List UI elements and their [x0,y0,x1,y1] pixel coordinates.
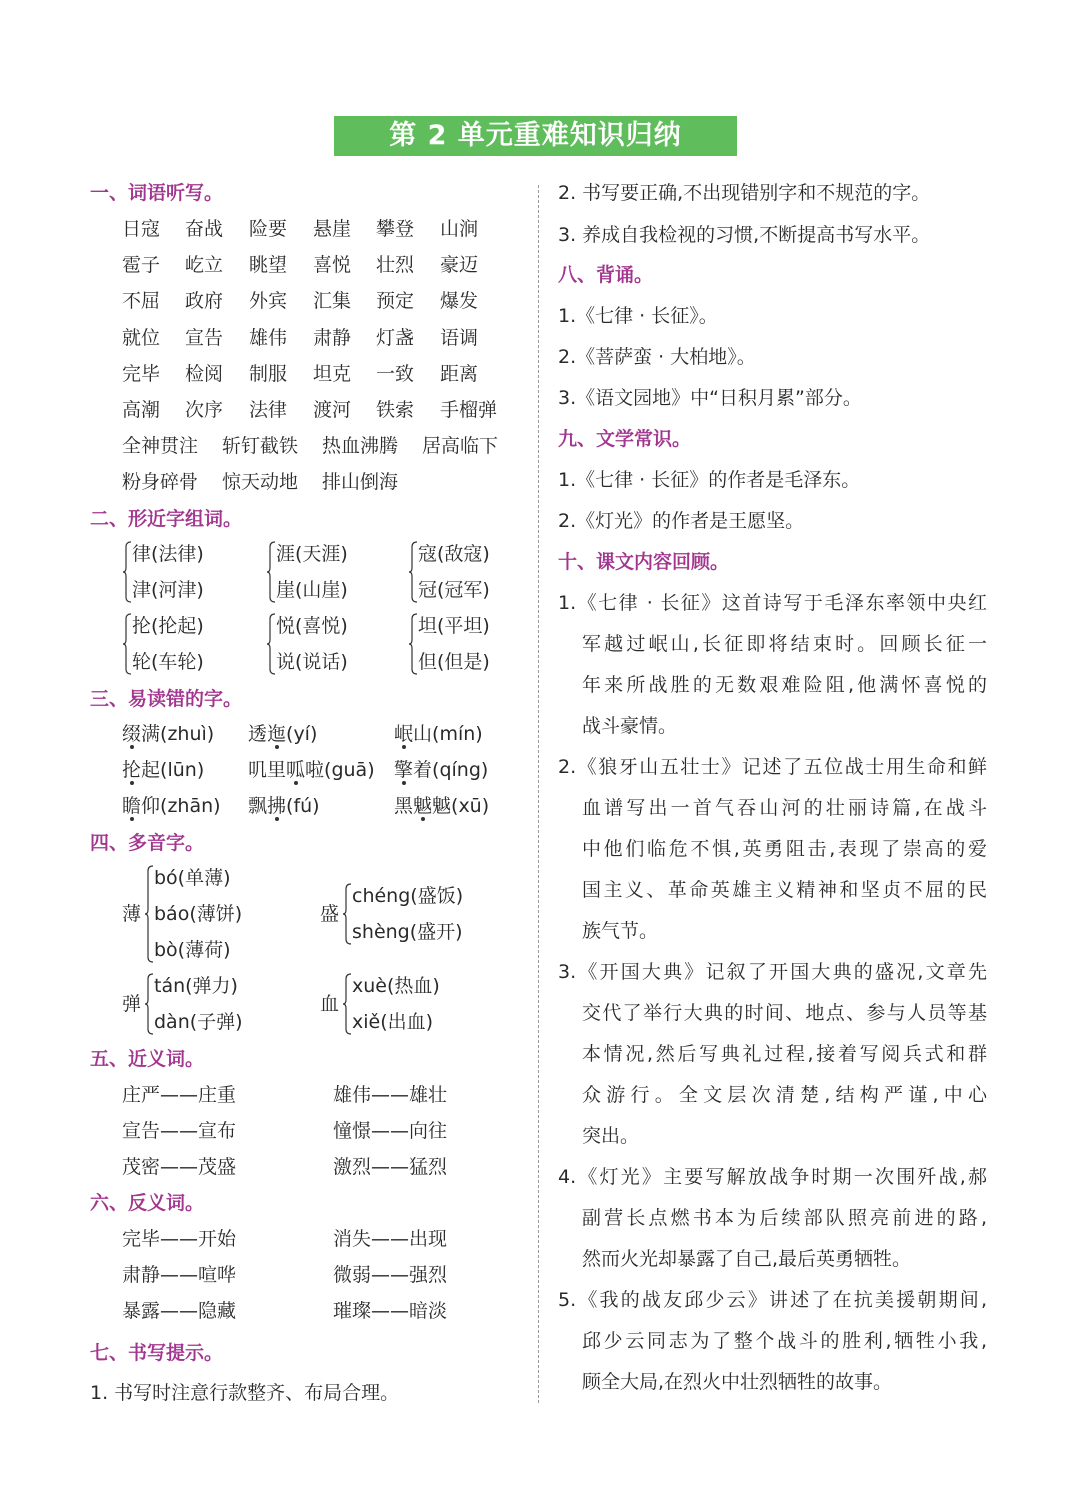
vocab-word: 攀登 [376,218,415,240]
vocab-word: 日寇 [122,218,161,240]
vocab-word: 一致 [376,363,415,385]
similar-char-word: 寇(敌寇) [418,543,490,565]
word-text: 飘拂 [248,795,287,817]
vocab-word: 手榴弹 [440,399,498,421]
vocab-word: 汇集 [313,290,352,312]
section-heading: 六、反义词。 [90,1192,205,1214]
vocab-word: 险要 [249,218,288,240]
antonym-pair: 微弱——强烈 [333,1264,448,1286]
word-text: 瞻仰 [122,795,161,817]
recitation-item: 3.《语文园地》中“日积月累”部分。 [558,387,862,409]
emphasized-word [248,757,324,783]
review-paragraph-line: 邱少云同志为了整个战斗的胜利,牺牲小我, [582,1330,987,1352]
page-title-banner: 第 2 单元重难知识归纳 [334,116,737,156]
emphasized-word [248,721,286,747]
vocab-word: 就位 [122,327,161,349]
recitation-item: 2.《菩萨蛮 · 大柏地》。 [558,346,756,368]
review-paragraph-line: 军越过岷山,长征即将结束时。回顾长征一 [582,633,987,655]
antonym-pair: 完毕——开始 [122,1228,237,1250]
section-heading: 三、易读错的字。 [90,688,243,710]
vocab-word: 灯盏 [376,327,415,349]
polyphonic-reading: chéng(盛饭) [352,885,464,907]
writing-tip: 3. 养成自我检视的习惯,不断提高书写水平。 [558,224,931,246]
brace-icon [266,613,276,675]
emphasis-dot-icon [130,781,134,785]
vocab-word: 检阅 [185,363,224,385]
antonym-pair: 璀璨——暗淡 [333,1300,448,1322]
section-heading: 二、形近字组词。 [90,508,243,530]
polyphonic-char: 血 [320,993,340,1015]
section-heading: 八、背诵。 [558,264,654,286]
polyphonic-reading: xuè(热血) [352,975,440,997]
review-paragraph-line: 众游行。全文层次清楚,结构严谨,中心 [582,1084,987,1106]
pinyin: ( xū ) [451,795,489,817]
vocab-word: 预定 [376,290,415,312]
review-paragraph-line: 血谱写出一首气吞山河的壮丽诗篇,在战斗 [582,797,987,819]
review-paragraph-line: 国主义、革命英雄主义精神和坚贞不屈的民 [582,879,987,901]
polyphonic-char: 盛 [320,903,340,925]
review-paragraph-line: 顾全大局,在烈火中壮烈牺牲的故事。 [582,1371,893,1393]
pronunciation-item [122,757,204,783]
vocab-word: 奋战 [185,218,224,240]
pinyin: ( lūn ) [160,759,204,781]
pinyin: ( fú ) [286,795,320,817]
vocab-word: 渡河 [313,399,352,421]
review-paragraph-line: 本情况,然后写典礼过程,接着写阅兵式和群 [582,1043,987,1065]
synonym-pair: 雄伟——雄壮 [333,1084,448,1106]
recitation-item: 1.《七律 · 长征》。 [558,305,718,327]
vocab-idiom: 惊天动地 [222,471,299,493]
emphasized-word [394,793,451,819]
review-paragraph-line: 1.《七律 · 长征》这首诗写于毛泽东率领中央红 [558,592,987,614]
antonym-pair: 暴露——隐藏 [122,1300,237,1322]
pronunciation-item [394,757,488,783]
vocab-idiom: 热血沸腾 [322,435,399,457]
emphasis-dot-icon [294,781,298,785]
word-text: 缀满 [122,723,161,745]
similar-char-word: 说(说话) [276,651,348,673]
pronunciation-item [394,793,489,819]
vocab-word: 豪迈 [440,254,479,276]
writing-tip: 1. 书写时注意行款整齐、布局合理。 [90,1382,400,1404]
vocab-word: 壮烈 [376,254,415,276]
vocab-word: 外宾 [249,290,288,312]
emphasized-word [394,721,432,747]
emphasized-word [394,757,432,783]
vocab-word: 法律 [249,399,288,421]
brace-icon [144,865,154,963]
vocab-word: 宣告 [185,327,224,349]
emphasized-word [122,793,160,819]
review-paragraph-line: 战斗豪情。 [582,715,678,737]
vocab-word: 山涧 [440,218,479,240]
vocab-idiom: 排山倒海 [322,471,399,493]
pronunciation-item [394,721,483,747]
pronunciation-item [122,793,221,819]
brace-icon [122,613,132,675]
antonym-pair: 肃静——喧哗 [122,1264,237,1286]
emphasis-dot-icon [402,781,406,785]
section-heading: 七、书写提示。 [90,1342,224,1364]
similar-char-word: 但(但是) [418,651,490,673]
emphasis-dot-icon [402,745,406,749]
vocab-idiom: 全神贯注 [122,435,199,457]
emphasized-word [122,721,160,747]
synonym-pair: 庄严——庄重 [122,1084,237,1106]
vocab-word: 不屈 [122,290,161,312]
polyphonic-reading: báo(薄饼) [154,903,243,925]
review-paragraph-line: 2.《狼牙山五壮士》记述了五位战士用生命和鲜 [558,756,987,778]
vocab-word: 距离 [440,363,479,385]
pinyin: ( mín ) [432,723,483,745]
vocab-word: 坦克 [313,363,352,385]
vocab-word: 肃静 [313,327,352,349]
vocab-word: 爆发 [440,290,479,312]
similar-char-word: 涯(天涯) [276,543,348,565]
vocab-idiom: 斩钉截铁 [222,435,299,457]
polyphonic-reading: tán(弹力) [154,975,238,997]
pinyin: ( zhuì ) [160,723,214,745]
review-paragraph-line: 副营长点燃书本为后续部队照亮前进的路, [582,1207,987,1229]
synonym-pair: 憧憬——向往 [333,1120,448,1142]
emphasis-dot-icon [130,745,134,749]
review-paragraph-line: 5.《我的战友邱少云》讲述了在抗美援朝期间, [558,1289,987,1311]
word-text: 擎着 [394,759,433,781]
review-paragraph-line: 3.《开国大典》记叙了开国大典的盛况,文章先 [558,961,987,983]
polyphonic-reading: bò(薄荷) [154,939,231,961]
emphasized-word [122,757,160,783]
vocab-word: 雹子 [122,254,161,276]
word-text: 黑魆魆 [394,795,452,817]
brace-icon [342,883,352,945]
vocab-word: 制服 [249,363,288,385]
section-heading: 十、课文内容回顾。 [558,551,730,573]
emphasis-dot-icon [130,817,134,821]
polyphonic-reading: dàn(子弹) [154,1011,243,1033]
similar-char-word: 津(河津) [132,579,204,601]
word-text: 岷山 [394,723,433,745]
review-paragraph-line: 然而火光却暴露了自己,最后英勇牺牲。 [582,1248,912,1270]
word-text: 抡起 [122,759,161,781]
vocab-word: 完毕 [122,363,161,385]
section-heading: 一、词语听写。 [90,182,224,204]
similar-char-word: 坦(平坦) [418,615,490,637]
synonym-pair: 宣告——宣布 [122,1120,237,1142]
pronunciation-item [122,721,214,747]
vocab-word: 高潮 [122,399,161,421]
similar-char-word: 律(法律) [132,543,204,565]
word-text: 透迤 [248,723,287,745]
vocab-word: 语调 [440,327,479,349]
brace-icon [144,973,154,1035]
review-paragraph-line: 交代了举行大典的时间、地点、参与人员等基 [582,1002,987,1024]
review-paragraph-line: 中他们临危不惧,英勇阻击,表现了崇高的爱 [582,838,987,860]
vocab-word: 铁索 [376,399,415,421]
pronunciation-item [248,721,317,747]
pinyin: ( zhān ) [160,795,221,817]
vocab-idiom: 粉身碎骨 [122,471,199,493]
section-heading: 五、近义词。 [90,1048,205,1070]
emphasis-dot-icon [421,817,425,821]
polyphonic-reading: shèng(盛开) [352,921,463,943]
vocab-word: 政府 [185,290,224,312]
column-divider [538,185,539,1403]
review-paragraph-line: 4.《灯光》主要写解放战争时期一次围歼战,郝 [558,1166,987,1188]
literature-fact: 1.《七律 · 长征》的作者是毛泽东。 [558,469,861,491]
brace-icon [122,541,132,603]
brace-icon [408,613,418,675]
polyphonic-reading: xiě(出血) [352,1011,434,1033]
polyphonic-char: 薄 [122,903,142,925]
brace-icon [266,541,276,603]
brace-icon [408,541,418,603]
similar-char-word: 崖(山崖) [276,579,348,601]
synonym-pair: 茂密——茂盛 [122,1156,237,1178]
vocab-idiom: 居高临下 [422,435,499,457]
synonym-pair: 激烈——猛烈 [333,1156,448,1178]
emphasized-word [248,793,286,819]
pinyin: ( qíng ) [432,759,488,781]
pinyin: ( guā ) [324,759,375,781]
review-paragraph-line: 族气节。 [582,920,659,942]
pinyin: ( yí ) [286,723,317,745]
vocab-word: 雄伟 [249,327,288,349]
similar-char-word: 冠(冠军) [418,579,490,601]
vocab-word: 屹立 [185,254,224,276]
similar-char-word: 轮(车轮) [132,651,204,673]
word-text: 叽里呱啦 [248,759,325,781]
vocab-word: 喜悦 [313,254,352,276]
similar-char-word: 抡(抡起) [132,615,204,637]
vocab-word: 悬崖 [313,218,352,240]
review-paragraph-line: 年来所战胜的无数艰难险阻,他满怀喜悦的 [582,674,987,696]
section-heading: 四、多音字。 [90,832,205,854]
polyphonic-reading: bó(单薄) [154,867,231,889]
vocab-word: 次序 [185,399,224,421]
emphasis-dot-icon [275,745,279,749]
similar-char-word: 悦(喜悦) [276,615,348,637]
polyphonic-char: 弹 [122,993,142,1015]
section-heading: 九、文学常识。 [558,428,692,450]
brace-icon [342,973,352,1035]
vocab-word: 眺望 [249,254,288,276]
pronunciation-item [248,793,320,819]
pronunciation-item [248,757,375,783]
writing-tip: 2. 书写要正确,不出现错别字和不规范的字。 [558,182,931,204]
emphasis-dot-icon [275,817,279,821]
antonym-pair: 消失——出现 [333,1228,448,1250]
literature-fact: 2.《灯光》的作者是王愿坚。 [558,510,805,532]
review-paragraph-line: 突出。 [582,1125,640,1147]
